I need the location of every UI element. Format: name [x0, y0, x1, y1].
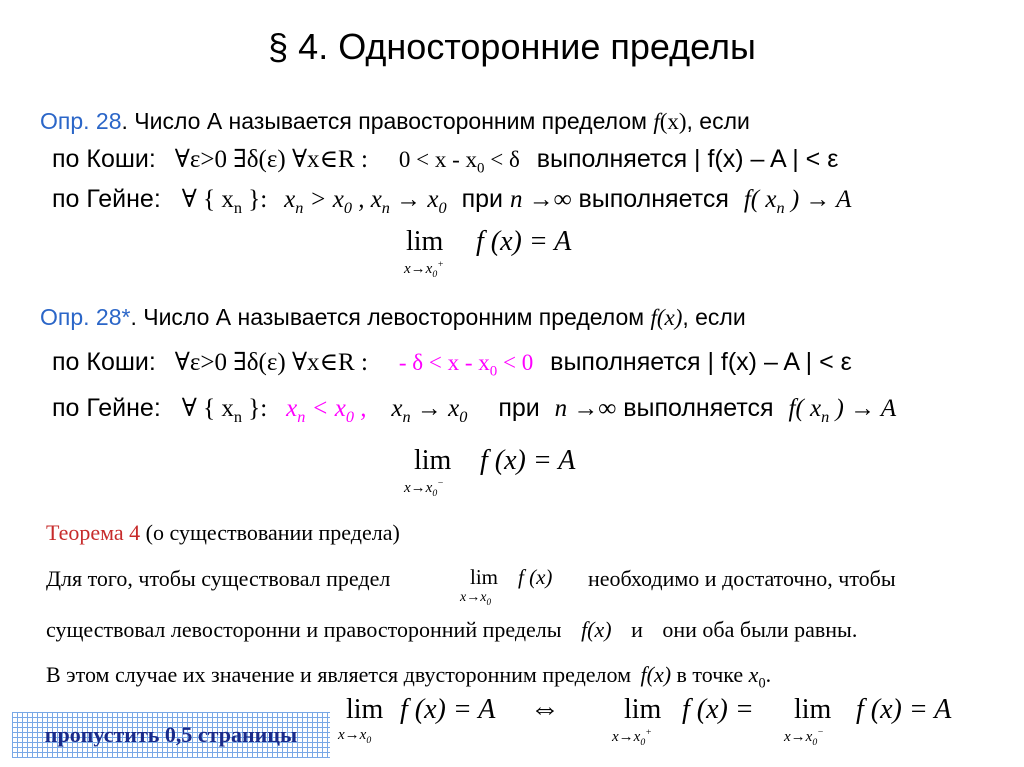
def28-cauchy-holds: выполняется | f(x) – A | < ε — [536, 145, 839, 173]
def28-cauchy-label: по Коши: — [52, 145, 156, 173]
def28-heine-line — [52, 184, 851, 218]
def28-lim-expr: f (x) = A — [476, 226, 572, 257]
theorem-limit-formula — [460, 565, 580, 615]
def28s-heine-limit: $x_n \to x_0$ — [391, 395, 468, 426]
def28s-label: Опр. 28* — [40, 304, 131, 330]
def28-cauchy-quantifiers: ∀ε>0 ∃δ(ε) ∀x∈R : — [174, 146, 368, 173]
bottom-lim1-word: lim — [346, 694, 384, 725]
bottom-lim1-sub: $x\to x_0$ — [338, 727, 372, 746]
slide-title: § 4. Односторонние пределы — [268, 26, 756, 67]
def28-lim-word: lim — [406, 226, 444, 257]
bottom-lim2-expr: f (x) = — [682, 694, 754, 725]
def28-text: . Число А называется правосторонним пределом — [121, 108, 654, 134]
theorem-lim-word: lim — [470, 565, 499, 589]
def28-heine-when: при — [461, 185, 504, 213]
def28-cauchy-line — [52, 144, 838, 178]
def28s-heine-when: при — [498, 394, 540, 422]
def28s-lim-expr: f (x) = A — [480, 445, 576, 476]
def28-heine-f: f( $x_n$ ) → A — [743, 186, 852, 217]
def28-lim-sub: $x\to x_0^+$ — [404, 259, 444, 280]
def28s-lim-word: lim — [414, 445, 452, 476]
def28s-heine-n: n →∞ — [554, 395, 617, 422]
def28-fx-paren: (x) — [659, 109, 687, 134]
def28-heine-n: n →∞ — [509, 186, 572, 213]
def28s-heine-holds: выполняется — [623, 394, 774, 422]
def28s-heading — [40, 304, 746, 331]
def28s-cauchy-label: по Коши: — [52, 348, 156, 376]
theorem-title-rest: (о существовании предела) — [140, 520, 400, 545]
theorem-line2-text: существовал левосторонни и правосторонний пределы — [46, 617, 562, 642]
bottom-lim2-sub: $x\to x_0^+$ — [612, 727, 652, 748]
theorem-line1-text: Для того, чтобы существовал предел — [46, 566, 391, 591]
def28-heine-condition: $x_n > x_0$ , $x_n \to x_0$ — [284, 186, 447, 217]
def28s-fx: f(x) — [650, 305, 683, 330]
def28s-tail: , если — [682, 304, 746, 330]
theorem-line3-x0: x — [748, 662, 759, 687]
theorem-title: Теорема 4 — [46, 520, 141, 545]
theorem-line-2 — [46, 617, 857, 643]
def28-heading — [40, 108, 750, 135]
bottom-lim2-word: lim — [624, 694, 662, 725]
def28-tail: , если — [686, 108, 750, 134]
theorem-line1-end: необходимо и достаточно, чтобы — [588, 566, 896, 591]
def28-heine-quantifier: ∀ { $x_n$ }: — [181, 186, 268, 217]
def28-label: Опр. 28 — [40, 108, 122, 134]
bottom-formula — [338, 694, 998, 758]
theorem-lim-expr: f (x) — [518, 565, 553, 589]
bottom-lim1-expr: f (x) = A — [400, 694, 496, 725]
def28-limit-formula — [404, 226, 604, 282]
def28-heine-label: по Гейне: — [52, 185, 161, 213]
def28s-text: . Число А называется левосторонним пределом — [130, 304, 651, 330]
def28s-heine-line — [52, 393, 896, 427]
def28s-lim-sub: $x\to x_0^-$ — [404, 478, 444, 499]
def28-cauchy-condition: $0 < x - x_0 < \delta$ — [398, 147, 520, 177]
theorem-line-3: В этом случае их значение и является двусторонним пределом f(x) в точке $x_0$. — [46, 662, 772, 692]
skip-button-label: пропустить 0,5 страницы — [44, 722, 298, 747]
def28s-heine-quantifier: ∀ { $x_n$ }: — [181, 395, 268, 426]
bottom-lim3-expr: f (x) = A — [856, 694, 952, 725]
def28s-cauchy-holds: выполняется | f(x) – A | < ε — [550, 348, 852, 376]
def28s-heine-label: по Гейне: — [52, 394, 161, 422]
def28s-cauchy-condition: - $\delta < x - x_0 < 0$ — [398, 350, 534, 380]
theorem-line3-point: в точке — [671, 662, 749, 687]
theorem-line2-and: и — [631, 617, 643, 642]
def28-fx: f — [653, 109, 660, 134]
def28-heine-holds: выполняется — [578, 185, 729, 213]
theorem-line-1 — [46, 566, 390, 592]
def28s-heine-condition: $x_n < x_0$ , — [286, 395, 367, 426]
def28s-heine-f: f( $x_n$ ) → A — [788, 395, 897, 426]
skip-half-page-button[interactable] — [12, 712, 330, 758]
theorem-lim-sub: $x\to x_0$ — [460, 590, 491, 607]
theorem-line2-end: они оба были равны. — [662, 617, 858, 642]
theorem-line2-fx: f(x) — [581, 617, 612, 642]
theorem-line3-text: В этом случае их значение и является двусторонним пределом — [46, 662, 632, 687]
theorem-line3-fx: f(x) — [640, 662, 672, 687]
def28s-cauchy-line — [52, 347, 852, 381]
bottom-iff-symbol: ⇔ — [530, 692, 560, 725]
def28s-limit-formula — [404, 445, 604, 501]
bottom-lim3-sub: $x\to x_0^-$ — [784, 727, 824, 748]
bottom-lim3-word: lim — [794, 694, 832, 725]
theorem-heading — [46, 520, 400, 546]
def28s-cauchy-quantifiers: ∀ε>0 ∃δ(ε) ∀x∈R : — [174, 349, 368, 376]
